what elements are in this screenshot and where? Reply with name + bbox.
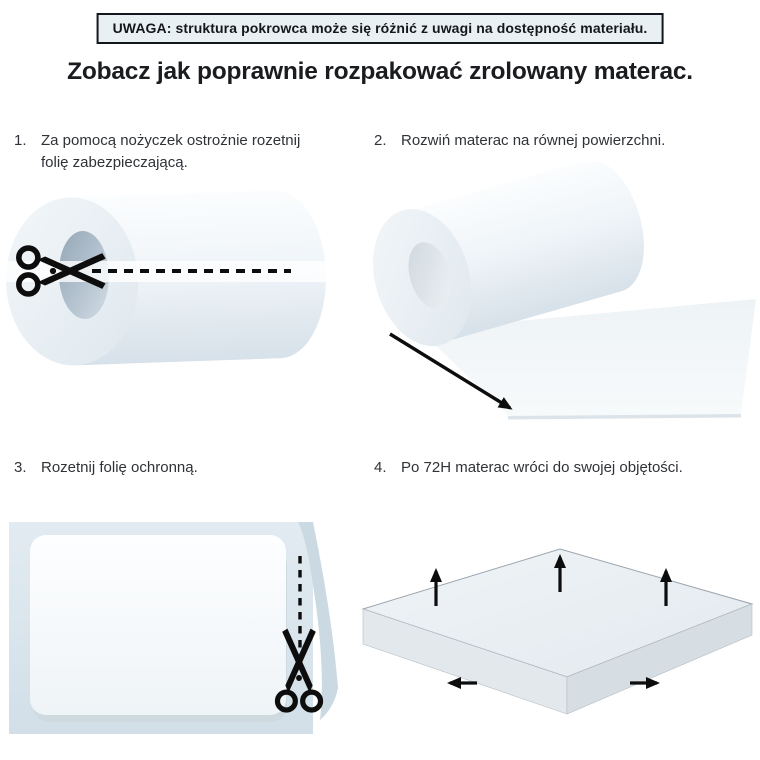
- unroll-svg: [360, 162, 760, 430]
- step-2-label: Rozwiń materac na równej powierzchni.: [401, 132, 666, 149]
- mattress: [30, 535, 286, 715]
- step-4-number: 4.: [374, 459, 387, 476]
- step-3-number: 3.: [14, 459, 27, 476]
- step-1-label: Za pomocą nożyczek ostrożnie rozetnij folię zabezpieczającą.: [41, 132, 301, 172]
- cut-roll-svg: [0, 190, 350, 405]
- illustration-cut-roll: [0, 190, 350, 405]
- expand-svg: [360, 505, 760, 760]
- step-1-text: [14, 130, 326, 174]
- notice-banner: [97, 13, 664, 44]
- step-3-text: [14, 457, 346, 479]
- step-2-text: [374, 130, 756, 152]
- step-2-number: 2.: [374, 132, 387, 149]
- illustration-expand: [360, 505, 760, 760]
- illustration-cut-foil: [5, 510, 350, 755]
- notice-text: UWAGA: struktura pokrowca może się różnić z uwagi na dostępność materiału.: [112, 20, 648, 36]
- step-4-text: [374, 457, 756, 479]
- cut-foil-svg: [5, 510, 350, 755]
- step-1-number: 1.: [14, 132, 27, 149]
- illustration-unroll: [360, 162, 760, 430]
- step-3-label: Rozetnij folię ochronną.: [41, 459, 198, 476]
- page-title: Zobacz jak poprawnie rozpakować zrolowany materac.: [67, 58, 693, 85]
- step-4-label: Po 72H materac wróci do swojej objętości.: [401, 459, 683, 476]
